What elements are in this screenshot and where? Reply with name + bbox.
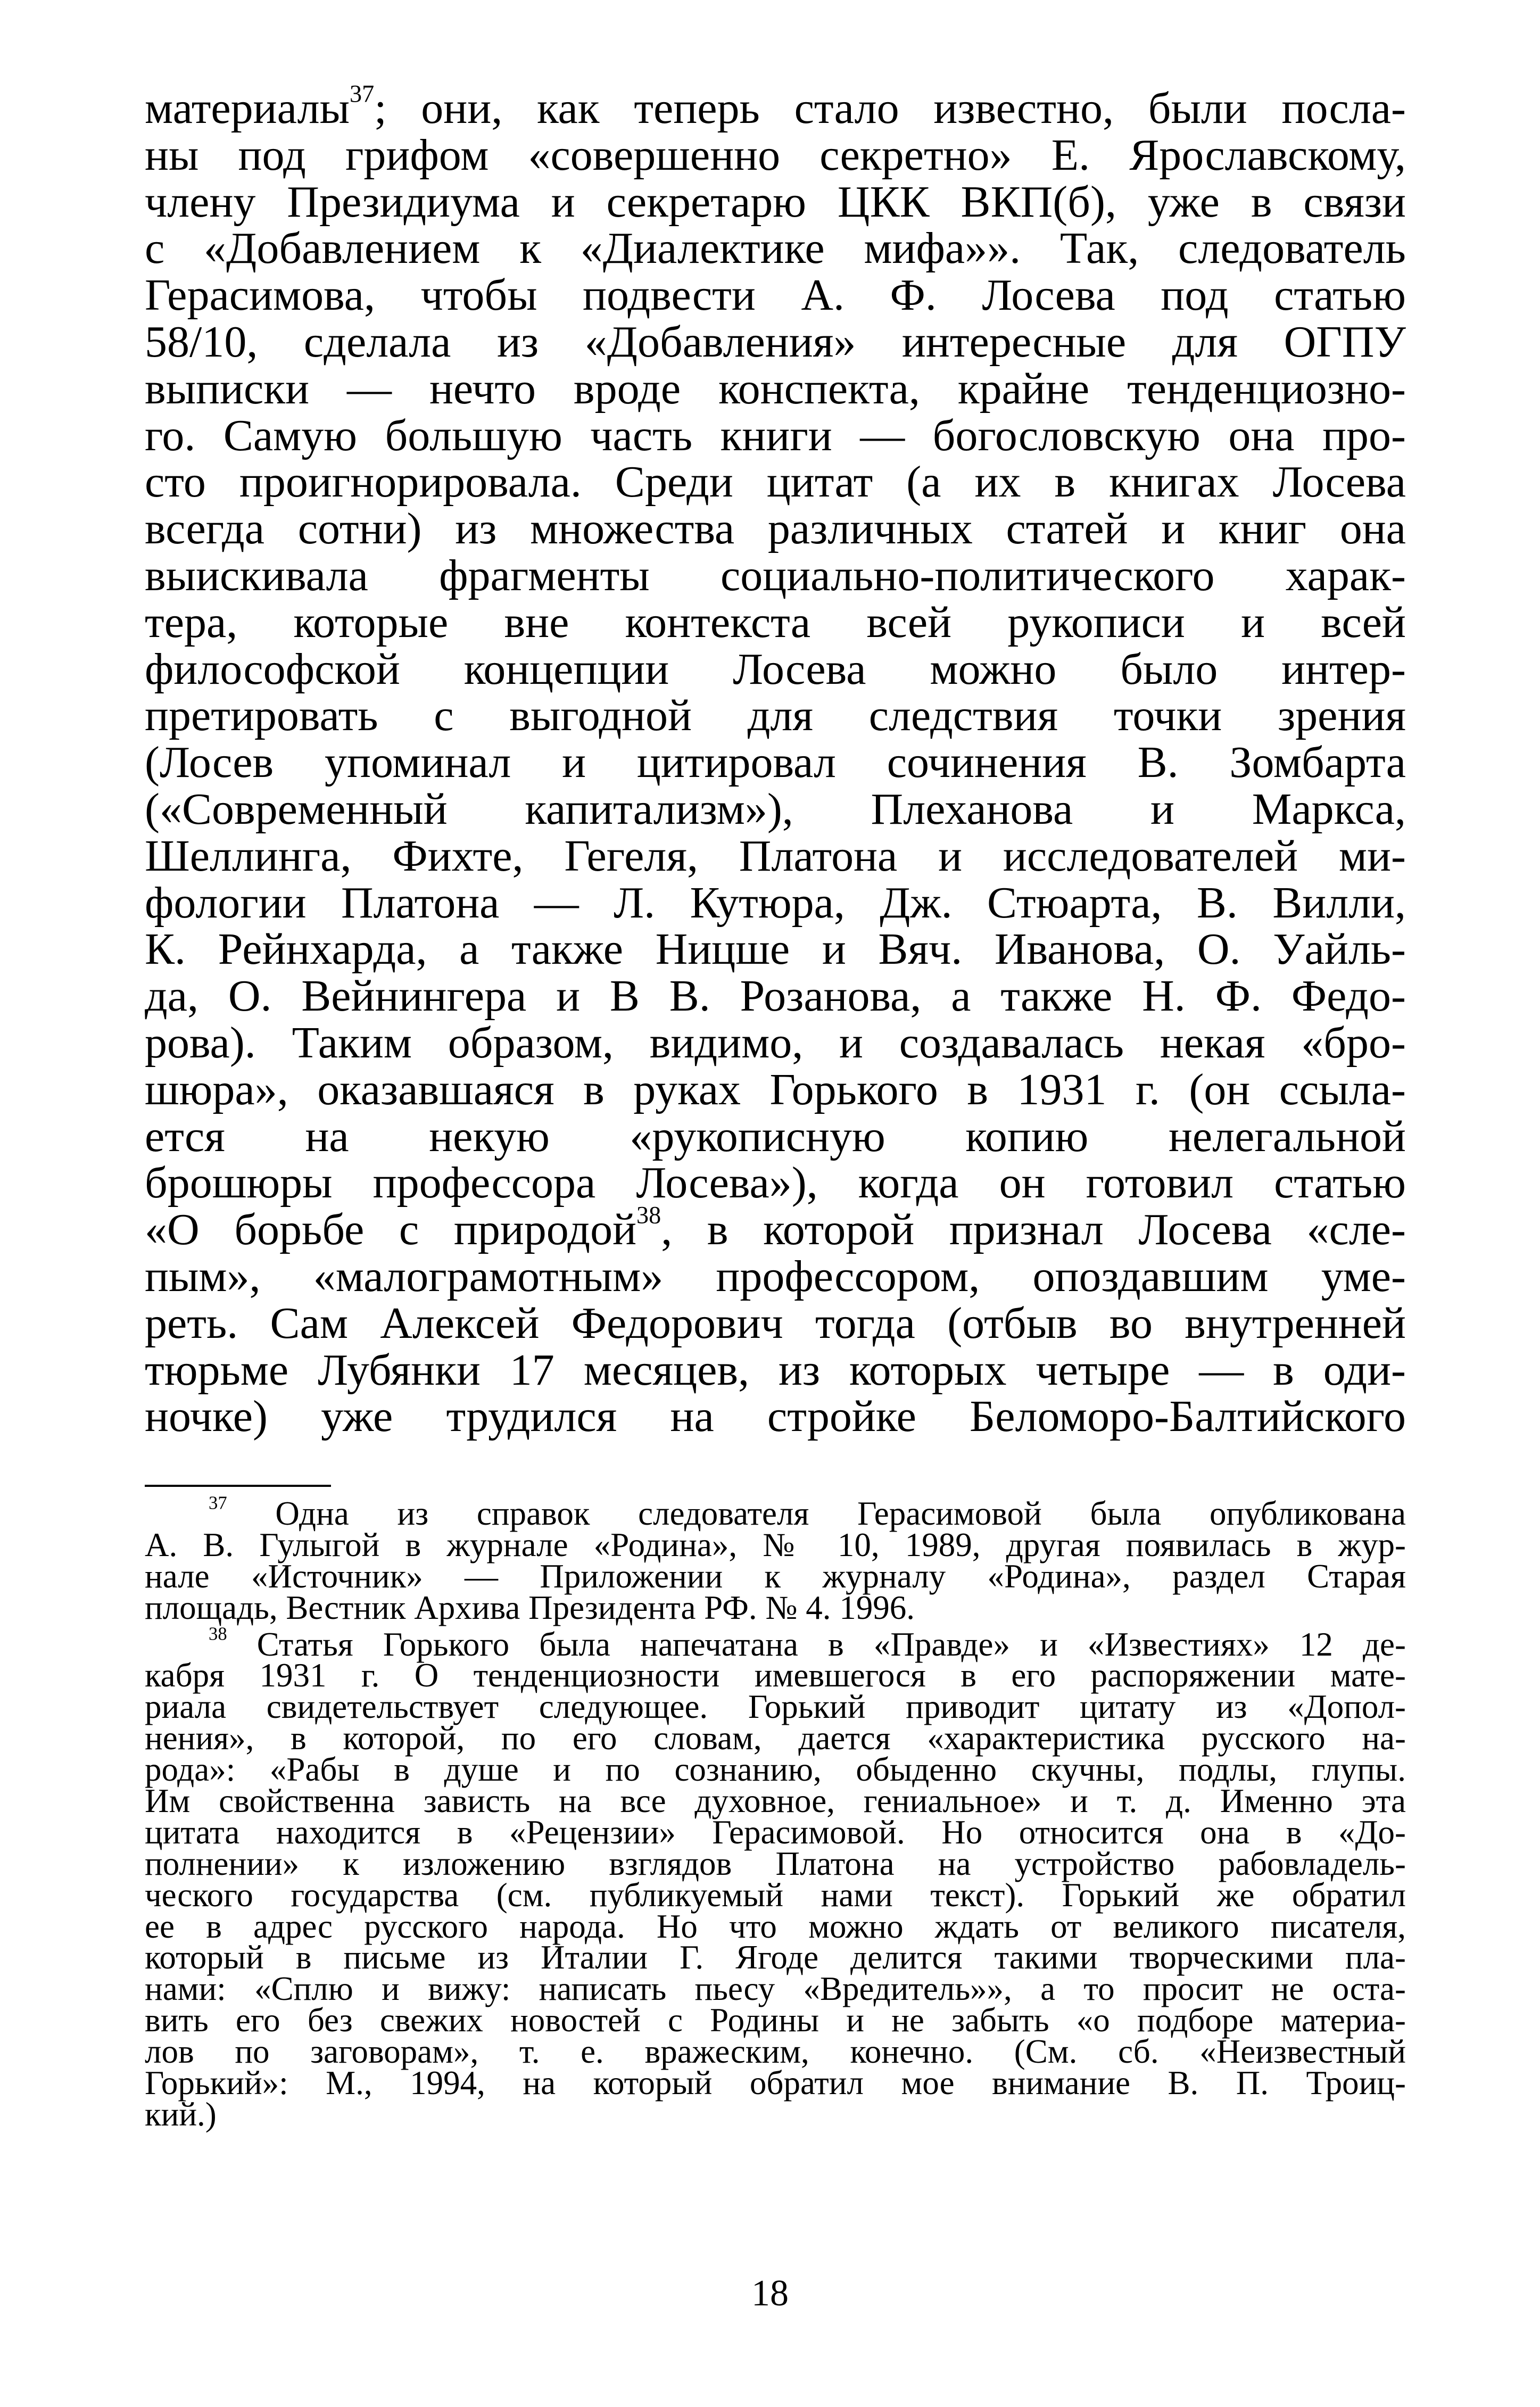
text-line: всегда сотни) из множества различных статей и книг она [145, 504, 1406, 554]
text-line: пым», «малограмотным» профессором, опоздавшим уме- [145, 1251, 1406, 1301]
text-line: выписки — нечто вроде конспекта, крайне тенденциозно- [145, 363, 1406, 413]
text-line: с «Добавлением к «Диалектике мифа»». Так, следователь [145, 224, 1406, 274]
footnote-ref-38[interactable]: 38 [636, 1201, 661, 1229]
footnote-line: который в письме из Италии Г. Ягоде делится такими творческими пла- [145, 1939, 1406, 1976]
footnote-38 [145, 1624, 1406, 2133]
footnote-line: нами: «Сплю и вижу: написать пьесу «Вредитель»», а то просит не оста- [145, 1970, 1406, 2008]
footnote-line: вить его без свежих новостей с Родины и не забыть «о подборе материа- [145, 2001, 1406, 2039]
text-line: фологии Платона — Л. Кутюра, Дж. Стюарта, В. Вилли, [145, 878, 1406, 928]
footnote-line: $^{37}$ Одна из справок следователя Герасимовой была опубликована [209, 1493, 1406, 1532]
text-line: ется на некую «рукописную копию нелегальной [145, 1111, 1406, 1161]
main-text [145, 80, 1406, 1442]
text-line: шюра», оказавшаяся в руках Горького в 1931 г. (он ссыла- [145, 1064, 1406, 1114]
footnote-line: ее в адрес русского народа. Но что можно ждать от великого писателя, [145, 1907, 1406, 1945]
footnote-line: кабря 1931 г. О тенденциозности имевшегося в его распоряжении мате- [145, 1657, 1406, 1694]
text-line: философской концепции Лосева можно было интер- [145, 644, 1406, 694]
text-line: К. Рейнхарда, а также Ницше и Вяч. Иванова, О. Уайль- [145, 924, 1406, 974]
text-line: реть. Сам Алексей Федорович тогда (отбыв во внутренней [145, 1298, 1406, 1348]
text-line: ночке) уже трудился на стройке Беломоро-Балтийского [145, 1392, 1406, 1442]
footnote-line: $^{38}$ Статья Горького была напечатана в «Правде» и «Известиях» 12 де- [209, 1624, 1406, 1663]
footnote-line: Горький»: М., 1994, на который обратил мое внимание В. П. Троиц- [145, 2064, 1406, 2102]
text-line: «О борьбе с природой$^{38}$, в которой признал Лосева «сле- [145, 1201, 1406, 1255]
text-line: члену Президиума и секретарю ЦКК ВКП(б), уже в связи [145, 177, 1406, 227]
footnote-line: полнении» к изложению взглядов Платона на устройство рабовладель- [145, 1844, 1406, 1882]
footnote-mark-38: 38 [209, 1624, 227, 1644]
footnote-line: риала свидетельствует следующее. Горький приводит цитату из «Допол- [145, 1688, 1406, 1726]
footnote-mark-37: 37 [209, 1493, 227, 1513]
footnote-line: кий.) [145, 2095, 217, 2133]
text-line: го. Самую большую часть книги — богословскую она про- [145, 410, 1406, 460]
text-line: («Современный капитализм»), Плеханова и Маркса, [145, 784, 1406, 834]
text-line: брошюры профессора Лосева»), когда он готовил статью [145, 1158, 1406, 1208]
footnotes [145, 1493, 1406, 2133]
footnote-separator [145, 1485, 331, 1487]
footnote-line: цитата находится в «Рецензии» Герасимовой. Но относится она в «До- [145, 1813, 1406, 1851]
text-line: 58/10, сделала из «Добавления» интересные для ОГПУ [145, 317, 1406, 367]
text-line: Герасимова, чтобы подвести А. Ф. Лосева под статью [145, 270, 1406, 320]
text-line: (Лосев упоминал и цитировал сочинения В. Зомбарта [145, 738, 1406, 788]
footnote-line: лов по заговорам», т. е. вражеским, конечно. (См. сб. «Неизвестный [145, 2033, 1406, 2071]
text-line: материалы$^{37}$; они, как теперь стало известно, были посла- [145, 80, 1406, 133]
text-line: тера, которые вне контекста всей рукописи и всей [145, 597, 1406, 647]
footnote-ref-37[interactable]: 37 [350, 80, 375, 107]
footnote-line: А. В. Гулыгой в журнале «Родина», № 10, 1989, другая появилась в жур- [145, 1526, 1406, 1564]
footnote-line: нале «Источник» — Приложении к журналу «Родина», раздел Старая [145, 1557, 1406, 1595]
footnote-line: нения», в которой, по его словам, дается «характеристика русского на- [145, 1719, 1406, 1757]
footnote-line: площадь, Вестник Архива Президента РФ. № 4. 1996. [145, 1589, 915, 1626]
text-line: тюрьме Лубянки 17 месяцев, из которых четыре — в оди- [145, 1345, 1406, 1395]
text-line: да, О. Вейнингера и В В. Розанова, а также Н. Ф. Федо- [145, 971, 1406, 1021]
footnote-37 [145, 1493, 1406, 1626]
page-number: 18 [751, 2273, 789, 2314]
footnote-line: рода»: «Рабы в душе и по сознанию, обыденно скучны, подлы, глупы. [145, 1751, 1406, 1789]
text-line: выискивала фрагменты социально-политического харак- [145, 550, 1406, 600]
text-line: претировать с выгодной для следствия точки зрения [145, 691, 1406, 741]
footnote-line: ческого государства (см. публикуемый нами текст). Горький же обратил [145, 1876, 1406, 1914]
footnote-line: Им свойственна зависть на все духовное, гениальное» и т. д. Именно эта [145, 1782, 1406, 1820]
text-line: сто проигнорировала. Среди цитат (а их в книгах Лосева [145, 457, 1406, 507]
text-line: рова). Таким образом, видимо, и создавалась некая «бро- [145, 1018, 1406, 1068]
text-line: Шеллинга, Фихте, Гегеля, Платона и исследователей ми- [145, 831, 1406, 881]
text-line: ны под грифом «совершенно секретно» Е. Ярославскому, [145, 130, 1406, 180]
